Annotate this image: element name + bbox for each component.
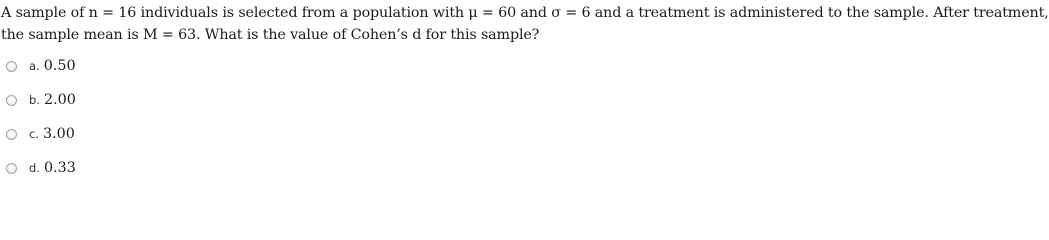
question-line-1: A sample of n = 16 individuals is selected from a population with μ = 60 and σ = 6 and a treatment is administered to the sample. After treatment, — [1, 5, 1049, 21]
question-text — [1, 2, 1049, 46]
option-d[interactable] — [6, 157, 76, 179]
option-value: 3.00 — [42, 126, 75, 142]
radio-button-icon[interactable] — [6, 95, 17, 106]
option-c[interactable] — [6, 123, 75, 145]
option-b[interactable] — [6, 89, 76, 111]
radio-button-icon[interactable] — [6, 129, 17, 140]
option-a[interactable] — [6, 55, 76, 77]
option-letter: d. — [29, 161, 40, 175]
option-value: 2.00 — [43, 92, 76, 108]
question-line-2: the sample mean is M = 63. What is the value of Cohen’s d for this sample? — [1, 27, 540, 43]
option-letter: a. — [29, 59, 40, 73]
option-letter: c. — [29, 127, 39, 141]
option-letter: b. — [29, 93, 40, 107]
option-value: 0.50 — [43, 58, 76, 74]
option-value: 0.33 — [43, 160, 76, 176]
radio-button-icon[interactable] — [6, 61, 17, 72]
radio-button-icon[interactable] — [6, 163, 17, 174]
